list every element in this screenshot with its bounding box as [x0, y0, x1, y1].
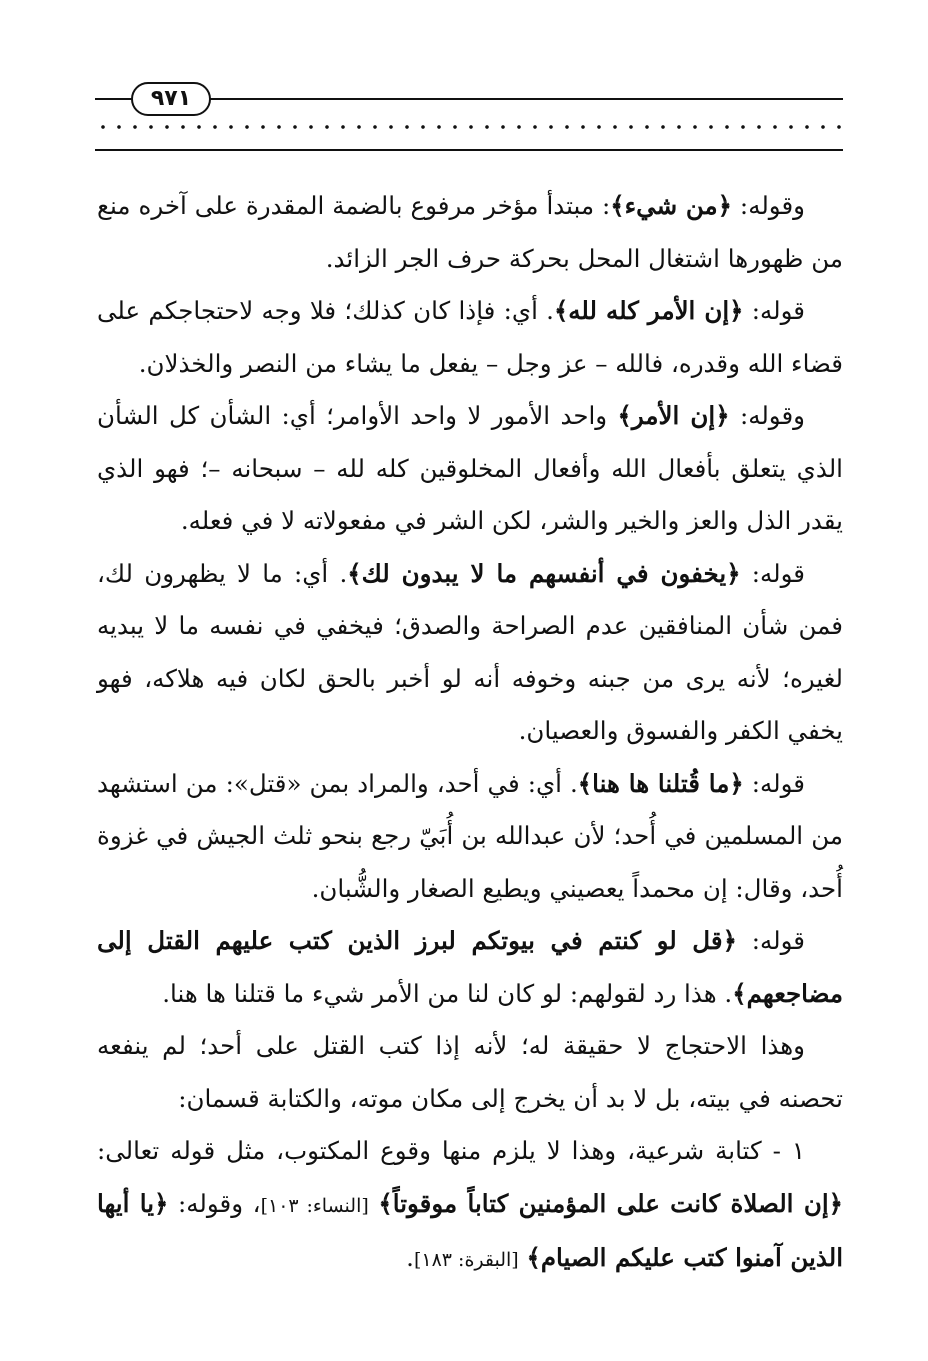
page-body	[97, 180, 843, 1287]
quran-bracket-open-icon: ﴿	[828, 1188, 843, 1218]
list-item-end: .	[406, 1243, 414, 1272]
quran-quote: يا أيها الذين آمنوا كتب عليكم الصيام	[97, 1188, 843, 1272]
paragraph	[97, 285, 843, 390]
quran-bracket-close-icon: ﴾	[610, 191, 625, 220]
verse-citation: [النساء: ١٠٣]	[260, 1194, 369, 1217]
header-dotted-line	[95, 124, 843, 130]
page-header	[95, 72, 843, 162]
quran-bracket-open-icon: ﴿	[715, 401, 730, 430]
paragraph	[97, 180, 843, 285]
paragraph-text: : مبتدأ مؤخر مرفوع بالضمة المقدرة على آخره منع من ظهورها اشتغال المحل بحركة حرف الجر الزائد.	[97, 191, 843, 273]
list-item	[97, 1125, 843, 1287]
paragraph-text: واحد الأمور لا واحد الأوامر؛ أي: الشأن كل الشأن الذي يتعلق بأفعال الله وأفعال المخلوقين كله لله – سبحانه –؛ فهو الذي يقدر الذل والعز والخير والشر، لكن الشر في مفعولاته لا في فعله.	[97, 401, 843, 535]
list-item-number: ١ -	[761, 1136, 805, 1165]
quran-bracket-open-icon: ﴿	[729, 296, 744, 325]
quran-bracket-close-icon: ﴾	[553, 296, 569, 325]
paragraph-text: وهذا الاحتجاج لا حقيقة له؛ لأنه إذا كتب القتل على أحد؛ لم ينفعه تحصنه في بيته، بل لا بد أن يخرج إلى مكان موته، والكتابة قسمان:	[97, 1031, 843, 1113]
paragraph	[97, 758, 843, 916]
quran-quote: يخفون في أنفسهم ما لا يبدون لك	[361, 558, 727, 588]
paragraph-text: . أي: في أحد، والمراد بمن «قتل»: من استشهد من المسلمين في أُحد؛ لأن عبدالله بن أُبَيّ رجع بنحو ثلث الجيش في غزوة أُحد، وقال: إن محمداً يعصيني ويطيع الصغار والشُّبان.	[97, 768, 843, 903]
paragraph	[97, 548, 843, 758]
header-bottom-rule	[95, 149, 843, 151]
paragraph-lead: قوله:	[740, 558, 805, 588]
paragraph-lead: قوله:	[743, 296, 806, 325]
quran-bracket-close-icon: ﴾	[347, 558, 362, 588]
verse-citation: [البقرة: ١٨٣]	[413, 1249, 519, 1271]
paragraph-lead: وقوله:	[729, 401, 806, 430]
quran-bracket-open-icon: ﴿	[722, 926, 737, 955]
quran-bracket-open-icon: ﴿	[717, 191, 732, 220]
quran-quote: قل لو كنتم في بيوتكم لبرز الذين كتب عليهم القتل إلى مضاجعهم	[97, 926, 843, 1008]
paragraph-text: . أي: فإذا كان كذلك؛ فلا وجه لاحتجاجكم على قضاء الله وقدره، فالله – عز وجل – يفعل ما يشاء من النصر والخذلان.	[97, 296, 843, 378]
paragraph	[97, 390, 843, 548]
quran-bracket-open-icon: ﴿	[154, 1188, 169, 1218]
quran-bracket-open-icon: ﴿	[726, 558, 741, 588]
paragraph-text: . أي: ما لا يظهرون لك، فمن شأن المنافقين عدم الصراحة والصدق؛ فيخفي في نفسه ما لا يبديه لغيره؛ لأنه يرى من جبنه وخوفه أنه لو أخبر بالحق لكان فيه هلاكه، فهو يخفي الكفر والفسوق والعصيان.	[97, 558, 843, 745]
paragraph	[97, 915, 843, 1020]
quran-quote: إن الأمر	[631, 401, 716, 430]
quran-quote: ما قُتلنا ها هنا	[592, 768, 730, 798]
page-number: ٩٧١	[131, 82, 211, 116]
quran-bracket-close-icon: ﴾	[378, 1188, 393, 1218]
quran-bracket-close-icon: ﴾	[526, 1243, 541, 1272]
quran-bracket-close-icon: ﴾	[617, 401, 632, 430]
quran-bracket-close-icon: ﴾	[732, 978, 747, 1008]
paragraph	[97, 1020, 843, 1125]
list-item-text: كتابة شرعية، وهذا لا يلزم منها وقوع المكتوب، مثل قوله تعالى:	[97, 1136, 762, 1165]
quran-bracket-open-icon: ﴿	[729, 768, 744, 798]
quran-quote: إن الصلاة كانت على المؤمنين كتاباً موقوتاً	[392, 1188, 829, 1218]
list-item-text: ، وقوله:	[168, 1188, 261, 1218]
quran-bracket-close-icon: ﴾	[577, 768, 593, 798]
paragraph-lead: قوله:	[736, 926, 806, 955]
paragraph-text: . هذا رد لقولهم: لو كان لنا من الأمر شيء ما قتلنا ها هنا.	[162, 978, 733, 1008]
paragraph-lead: وقوله:	[731, 191, 805, 220]
paragraph-lead: قوله:	[743, 768, 805, 798]
quran-quote: من شيء	[624, 191, 718, 220]
quran-quote: إن الأمر كله لله	[568, 296, 730, 325]
